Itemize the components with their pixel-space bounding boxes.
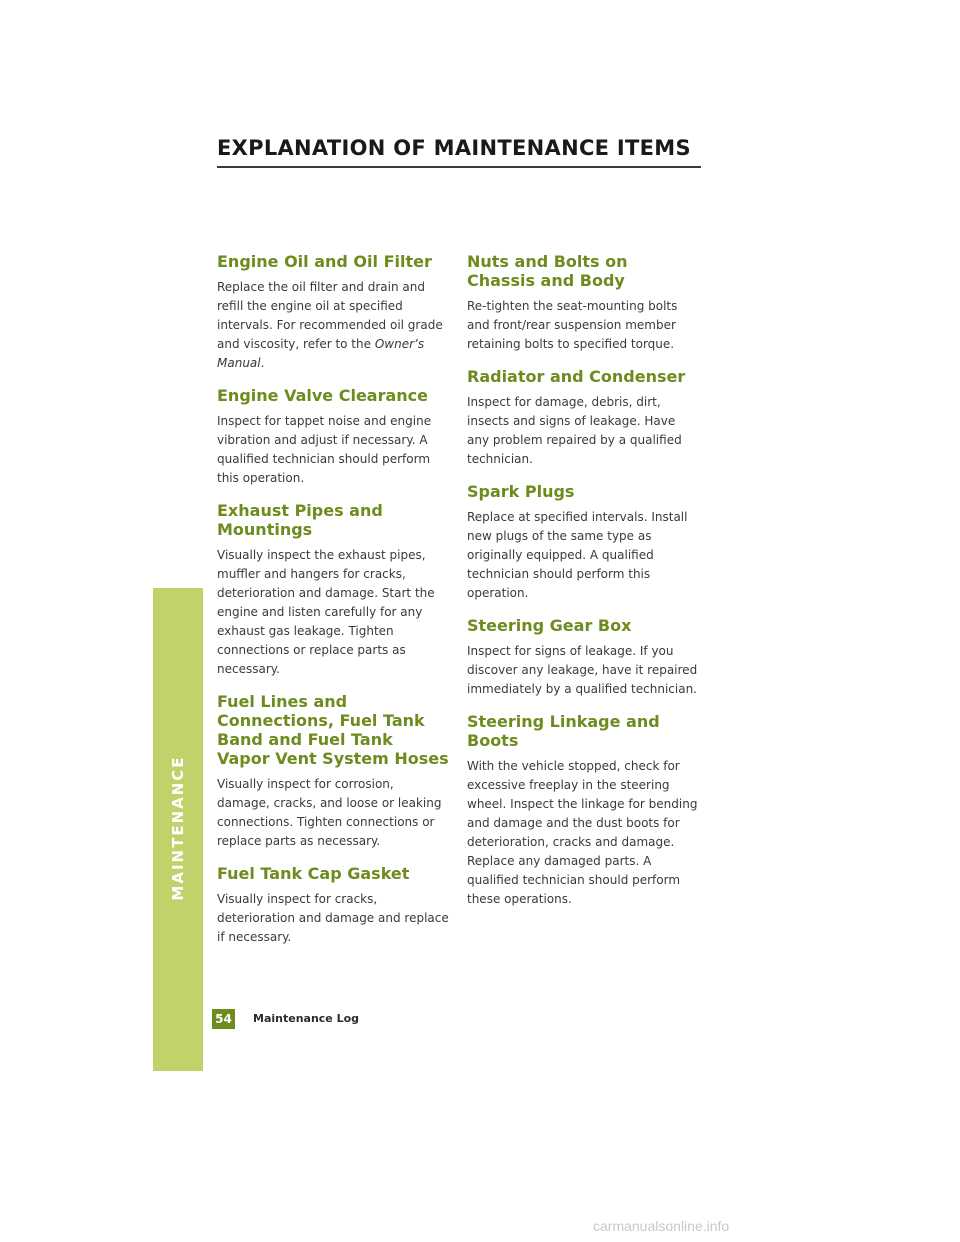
section-fuel-cap <box>217 864 449 947</box>
section-body: Inspect for signs of leakage. If you discover any leakage, have it repaired immediately by a qualified technician. <box>467 644 698 696</box>
section-nuts-bolts <box>467 252 701 354</box>
section-body: Visually inspect for cracks, deterioration and damage and replace if necessary. <box>217 892 449 944</box>
page-number: 54 <box>212 1009 235 1029</box>
section-fuel-lines <box>217 692 449 851</box>
section-heading: Radiator and Condenser <box>467 367 686 386</box>
chapter-label: MAINTENANCE <box>169 755 187 901</box>
chapter-tab <box>153 588 203 1071</box>
section-engine-oil <box>217 252 449 373</box>
section-heading: Spark Plugs <box>467 482 575 501</box>
section-body: Visually inspect the exhaust pipes, muffler and hangers for cracks, deterioration and damage. Start the engine and listen carefully for any exhaust gas leakage. Tighten connections or replace parts as necessary. <box>217 548 435 676</box>
watermark: carmanualsonline.info <box>593 1218 730 1234</box>
title-divider <box>217 166 701 168</box>
section-body: Visually inspect for corrosion, damage, cracks, and loose or leaking connections. Tighten connections or replace parts as necessary. <box>217 777 442 848</box>
left-column <box>217 252 449 960</box>
section-heading: Steering Gear Box <box>467 616 632 635</box>
section-steering-gear <box>467 616 701 699</box>
section-valve-clearance <box>217 386 449 488</box>
section-radiator <box>467 367 701 469</box>
section-body: Inspect for tappet noise and engine vibration and adjust if necessary. A qualified technician should perform this operation. <box>217 414 432 485</box>
footer-section-title: Maintenance Log <box>253 1012 360 1025</box>
section-heading: Nuts and Bolts on Chassis and Body <box>467 252 628 290</box>
section-heading: Fuel Lines and Connections, Fuel Tank Band and Fuel Tank Vapor Vent System Hoses <box>217 692 449 768</box>
section-heading: Steering Linkage and Boots <box>467 712 660 750</box>
right-column <box>467 252 701 922</box>
page-title: EXPLANATION OF MAINTENANCE ITEMS <box>217 136 691 160</box>
section-body: Re-tighten the seat-mounting bolts and front/rear suspension member retaining bolts to specified torque. <box>467 299 678 351</box>
section-spark-plugs <box>467 482 701 603</box>
section-body: With the vehicle stopped, check for excessive freeplay in the steering wheel. Inspect the linkage for bending and damage and the dust boots for deterioration, cracks and damage. Replace any damaged parts. A qualified technician should perform these operations. <box>467 759 698 906</box>
section-heading: Engine Oil and Oil Filter <box>217 252 432 271</box>
section-steering-linkage <box>467 712 701 909</box>
section-exhaust <box>217 501 449 679</box>
section-heading: Exhaust Pipes and Mountings <box>217 501 383 539</box>
section-heading: Fuel Tank Cap Gasket <box>217 864 410 883</box>
section-body: Inspect for damage, debris, dirt, insects and signs of leakage. Have any problem repaired by a qualified technician. <box>467 395 682 466</box>
manual-reference: Owner’s Manual <box>217 337 425 370</box>
section-body: Replace the oil filter and drain and refill the engine oil at specified intervals. For recommended oil grade and viscosity, refer to the Owner’s Manual. <box>217 280 443 370</box>
section-body: Replace at specified intervals. Install new plugs of the same type as originally equipped. A qualified technician should perform this operation. <box>467 510 688 600</box>
section-heading: Engine Valve Clearance <box>217 386 428 405</box>
